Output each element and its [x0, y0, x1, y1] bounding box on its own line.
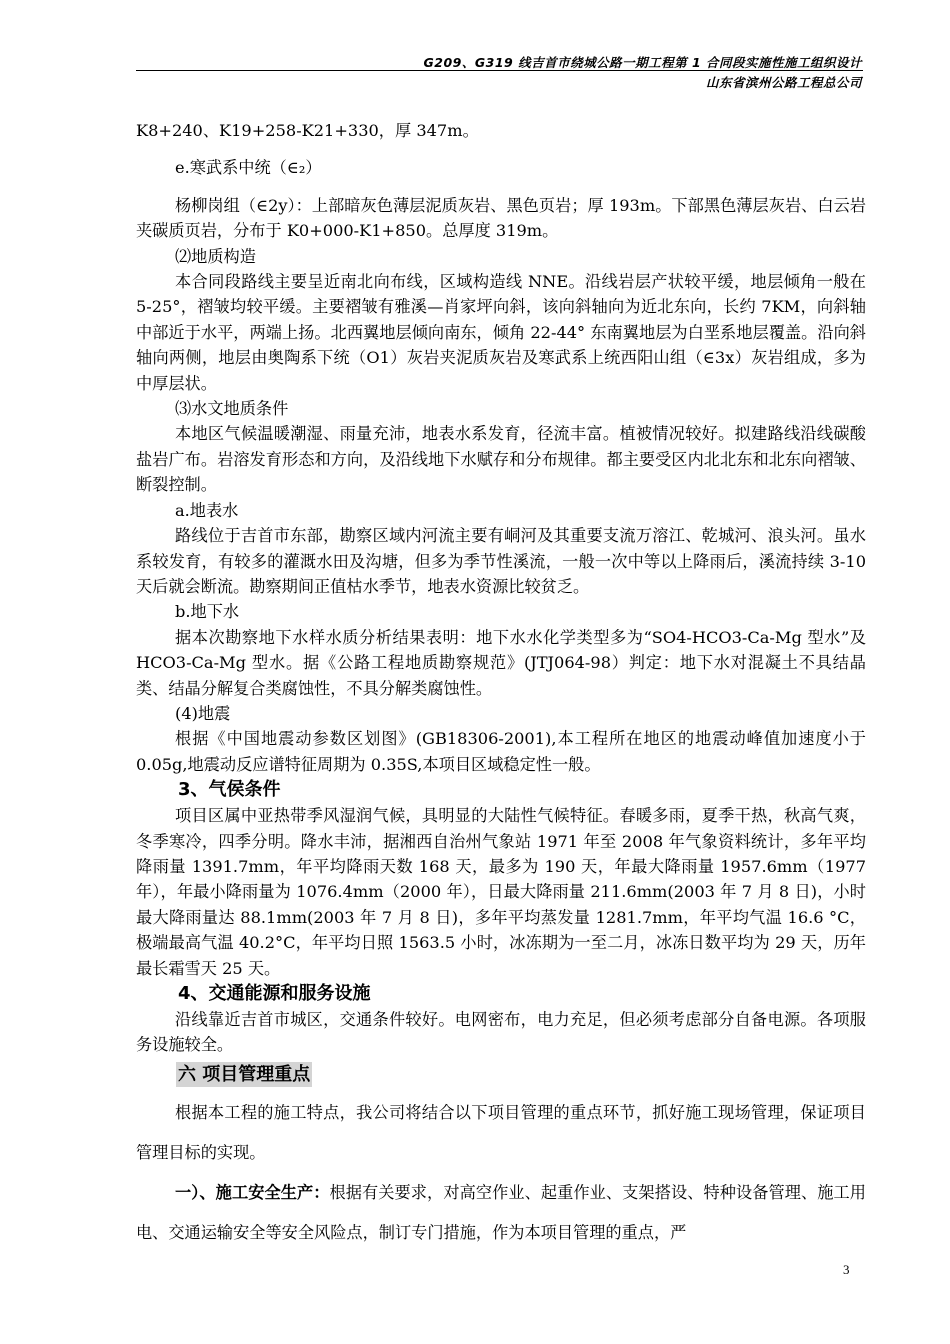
paragraph: 据本次勘察地下水样水质分析结果表明：地下水水化学类型多为“SO4-HCO3-Ca-Mg 型水”及 HCO3-Ca-Mg 型水。据《公路工程地质勘察规范》(JTJ064-98）判定：地下水对混凝土不具结晶类、结晶分解复合类腐蚀性，不具分解类腐蚀性。 — [136, 627, 866, 698]
paragraph-safety — [136, 1173, 866, 1253]
paragraph: 杨柳岗组（∈2y）：上部暗灰色薄层泥质灰岩、黑色页岩；厚 193m。下部黑色薄层灰岩、白云岩夹碳质页岩，分布于 K0+000-K1+850。总厚度 319m。 — [136, 195, 866, 241]
header-rule — [136, 70, 863, 71]
paragraph: 根据《中国地震动参数区划图》(GB18306-2001),本工程所在地区的地震动峰值加速度小于 0.05g,地震动反应谱特征周期为 0.35S,本项目区域稳定性一般。 — [136, 729, 866, 774]
paragraph-text: 根据有关要求，对高空作业、起重作业、支架搭设、特种设备管理、施工用电、交通运输安全等安全风险点，制订专门措施，作为本项目管理的重点，严 — [136, 1182, 866, 1242]
paragraph: 本地区气候温暖潮湿、雨量充沛，地表水系发育，径流丰富。植被情况较好。拟建路线沿线碳酸盐岩广布。岩溶发育形态和方向，及沿线地下水赋存和分布规律。都主要受区内北北东和北东向褶皱、断裂控制。 — [136, 424, 866, 495]
header-title: G209、G319 线吉首市绕城公路一期工程第 1 合同段实施性施工组织设计 — [423, 55, 862, 70]
paragraph: e.寒武系中统（∈₂） — [175, 158, 322, 178]
paragraph-lead: 一）、施工安全生产： — [175, 1182, 330, 1202]
subheading: ⑶水文地质条件 — [175, 399, 289, 419]
paragraph: 根据本工程的施工特点，我公司将结合以下项目管理的重点环节，抓好施工现场管理，保证项目管理目标的实现。 — [136, 1102, 866, 1162]
chapter-heading: 六 项目管理重点 — [178, 1063, 311, 1085]
document-body — [136, 118, 866, 1253]
paragraph: 项目区属中亚热带季风湿润气候，具明显的大陆性气候特征。春暖多雨，夏季干热，秋高气爽，冬季寒冷，四季分明。降水丰沛，据湘西自治州气象站 1971 年至 2008 年气象资料统计，多年平均降雨量 1391.7mm，年平均降雨天数 168 天，最多为 190 天，年最大降雨量 1957.6mm（1977 年），年最小降雨量为 1076.4mm（2000 年），日最大降雨量 211.6mm(2003 年 7 月 8 日)，小时最大降雨量达 88.1mm(2003 年 7 月 8 日)，多年平均蒸发量 1281.7mm，年平均气温 16.6 °C，极端最高气温 40.2°C，年平均日照 1563.5 小时，冰冻期为一至二月，冰冻日数平均为 29 天，历年最长霜雪天 25 天。 — [136, 806, 866, 978]
section-heading-transport: 4、交通能源和服务设施 — [178, 983, 371, 1004]
paragraph: 路线位于吉首市东部，勘察区域内河流主要有峒河及其重要支流万溶江、乾城河、浪头河。虽水系较发育，有较多的灌溉水田及沟塘，但多为季节性溪流，一般一次中等以上降雨后，溪流持续 3-10 天后就会断流。勘察期间正值枯水季节，地表水资源比较贫乏。 — [136, 526, 866, 596]
page-number: 3 — [843, 1262, 850, 1277]
subheading: b.地下水 — [175, 602, 240, 622]
paragraph: 本合同段路线主要呈近南北向布线，区域构造线 NNE。沿线岩层产状较平缓，地层倾角一般在 5-25°，褶皱均较平缓。主要褶皱有雅溪—肖家坪向斜，该向斜轴向为近北东向，长约 7KM，向斜轴中部近于水平，两端上扬。北西翼地层倾向南东，倾角 22-44° 东南翼地层为白垩系地层覆盖。沿向斜轴向两侧，地层由奥陶系下统（O1）灰岩夹泥质灰岩及寒武系上统西阳山组（∈3x）灰岩组成，多为中厚层状。 — [136, 272, 866, 393]
header-company: 山东省滨州公路工程总公司 — [705, 75, 862, 90]
subheading: a.地表水 — [175, 500, 239, 520]
subheading: (4)地震 — [175, 703, 231, 723]
paragraph: 沿线靠近吉首市城区，交通条件较好。电网密布，电力充足，但必须考虑部分自备电源。各项服务设施较全。 — [136, 1010, 866, 1055]
section-heading-climate: 3、气侯条件 — [178, 779, 281, 801]
paragraph: K8+240、K19+258-K21+330，厚 347m。 — [136, 121, 479, 140]
subheading: ⑵地质构造 — [175, 246, 256, 266]
